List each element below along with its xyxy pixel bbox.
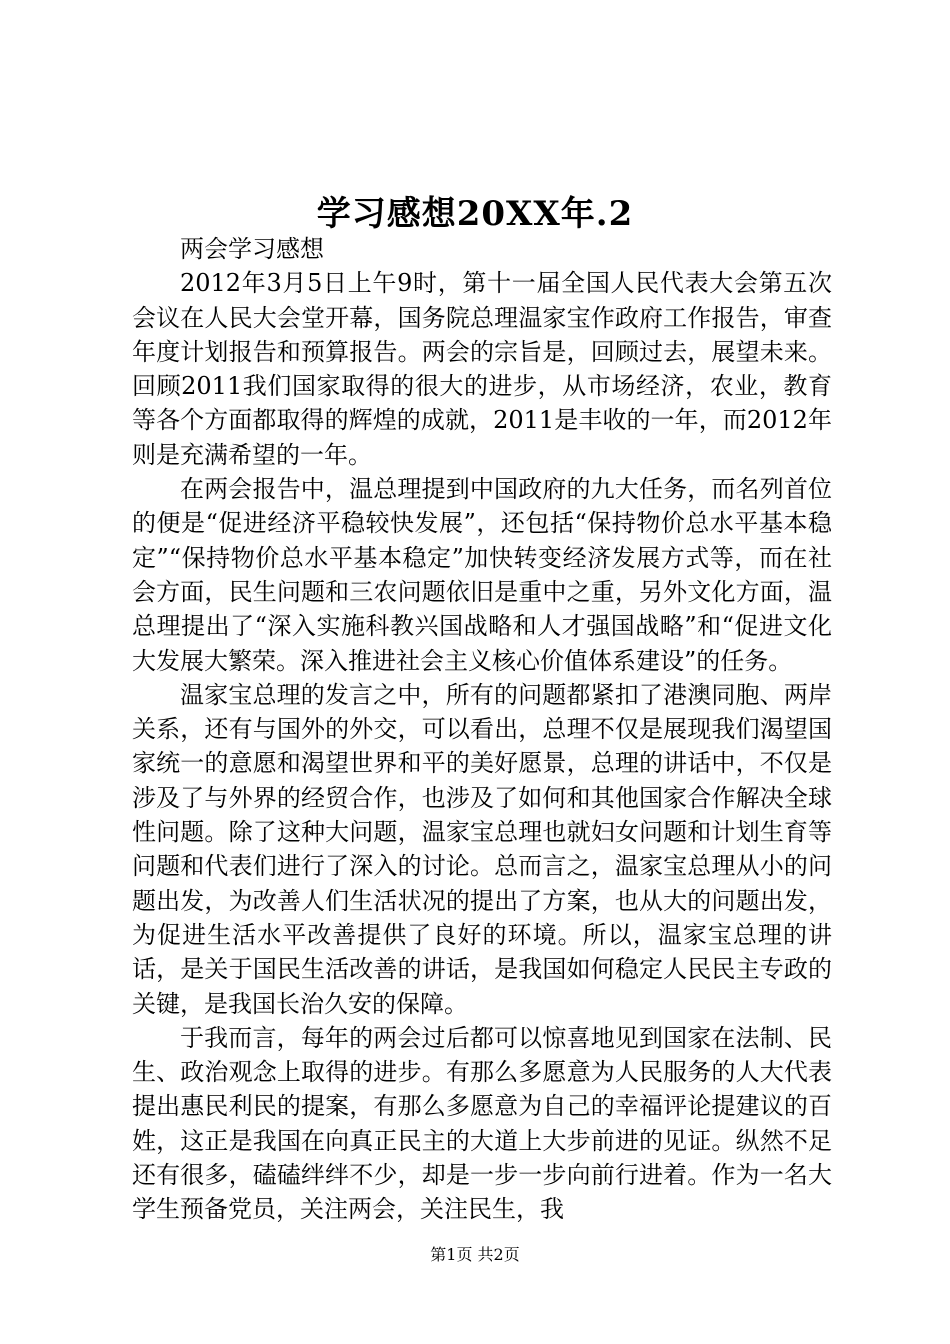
paragraph: 2012年3月5日上午9时，第十一届全国人民代表大会第五次会议在人民大会堂开幕，国务院总理温家宝作政府工作报告，审查年度计划报告和预算报告。两会的宗旨是，回顾过去，展望未来。回顾2011我们国家取得的很大的进步，从市场经济，农业，教育等各个方面都取得的辉煌的成就，2011是丰收的一年，而2012年则是充满希望的一年。 xyxy=(132,269,832,469)
paragraph: 在两会报告中，温总理提到中国政府的九大任务，而名列首位的便是“促进经济平稳较快发展”，还包括“保持物价总水平基本稳定”“保持物价总水平基本稳定”加快转变经济发展方式等，而在社会方面，民生问题和三农问题依旧是重中之重，另外文化方面，温总理提出了“深入实施科教兴国战略和人才强国战略”和“促进文化大发展大繁荣。深入推进社会主义核心价值体系建设”的任务。 xyxy=(132,475,832,675)
page-footer: 第1页 共2页 xyxy=(430,1245,520,1264)
paragraph-heading: 两会学习感想 xyxy=(180,235,324,263)
document-body xyxy=(132,232,832,1227)
paragraph: 于我而言，每年的两会过后都可以惊喜地见到国家在法制、民生、政治观念上取得的进步。有那么多愿意为人民服务的人大代表提出惠民利民的提案，有那么多愿意为自己的幸福评论提建议的百姓，这正是我国在向真正民主的大道上大步前进的见证。纵然不足还有很多，磕磕绊绊不少，却是一步一步向前行进着。作为一名大学生预备党员，关注两会，关注民生，我 xyxy=(132,1023,832,1224)
document-title: 学习感想20XX年.2 xyxy=(316,194,634,234)
paragraph: 温家宝总理的发言之中，所有的问题都紧扣了港澳同胞、两岸关系，还有与国外的外交，可以看出，总理不仅是展现我们渴望国家统一的意愿和渴望世界和平的美好愿景，总理的讲话中，不仅是涉及了与外界的经贸合作，也涉及了如何和其他国家合作解决全球性问题。除了这种大问题，温家宝总理也就妇女问题和计划生育等问题和代表们进行了深入的讨论。总而言之，温家宝总理从小的问题出发，为改善人们生活状况的提出了方案，也从大的问题出发，为促进生活水平改善提供了良好的环境。所以，温家宝总理的讲话，是关于国民生活改善的讲话，是我国如何稳定人民民主专政的关键，是我国长治久安的保障。 xyxy=(132,680,832,1018)
